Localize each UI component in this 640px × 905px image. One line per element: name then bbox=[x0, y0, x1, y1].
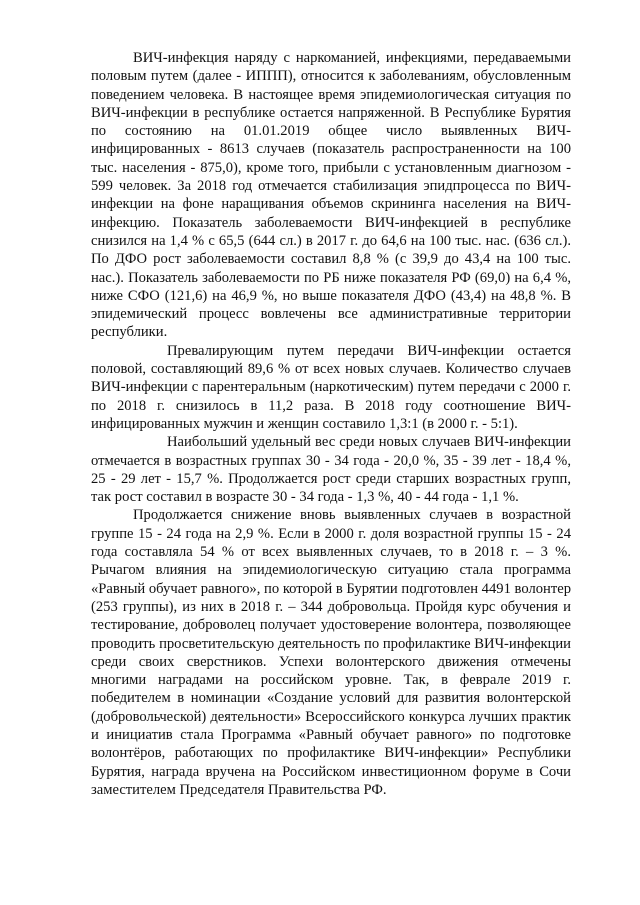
document-page bbox=[91, 49, 571, 799]
paragraph-transmission-route: Превалирующим путем передачи ВИЧ-инфекции остается половой, составляющий 89,6 % от всех новых случаев. Количество случаев ВИЧ-инфекции с парентеральным (наркотическим) путем передачи с 2000 г. по 2018 г. снизилось в 11,2 раза. В 2018 году соотношение ВИЧ-инфицированных мужчин и женщин составило 1,3:1 (в 2000 г. - 5:1). bbox=[91, 342, 571, 432]
paragraph-age-groups: Наибольший удельный вес среди новых случаев ВИЧ-инфекции отмечается в возрастных группах 30 - 34 года - 20,0 %, 35 - 39 лет - 18,4 %, 25 - 29 лет - 15,7 %. Продолжается рост среди старших возрастных групп, так рост составил в возрасте 30 - 34 года - 1,3 %, 40 - 44 года - 1,1 %. bbox=[91, 434, 571, 506]
paragraph-volunteer-program: Продолжается снижение вновь выявленных случаев в возрастной группе 15 - 24 года на 2,9 %. Если в 2000 г. доля возрастной группы 15 - 24 года составляла 54 % от всех выявленных случаев, то в 2018 г. – 3 %. Рычагом влияния на эпидемиологическую ситуацию стала программа «Равный обучает равного», по которой в Бурятии подготовлен 4491 волонтер (253 группы), из них в 2018 г. – 344 добровольца. Пройдя курс обучения и тестирование, доброволец получает удостоверение волонтера, позволяющее проводить просветительскую деятельность по профилактике ВИЧ-инфекции среди своих сверстников. Успехи волонтерского движения отмечены многими наградами на российском уровне. Так, в феврале 2019 г. победителем в номинации «Создание условий для развития волонтерской (добровольческой) деятельности» Всероссийского конкурса лучших практик и инициатив стала Программа «Равный обучает равного» по подготовке волонтёров, работающих по профилактике ВИЧ-инфекции» Республики Бурятия, награда вручена на Российском инвестиционном форуме в Сочи заместителем Председателя Правительства РФ. bbox=[91, 507, 571, 798]
paragraph-hiv-situation: ВИЧ-инфекция наряду с наркоманией, инфекциями, передаваемыми половым путем (далее - ИППП), относится к заболеваниям, обусловленным поведением человека. В настоящее время эпидемиологическая ситуация по ВИЧ-инфекции в республике остается напряженной. В Республике Бурятия по состоянию на 01.01.2019 общее число выявленных ВИЧ-инфицированных - 8613 случаев (показатель распространенности на 100 тыс. населения - 875,0), кроме того, прибыли с установленным диагнозом - 599 человек. За 2018 год отмечается стабилизация эпидпроцесса по ВИЧ-инфекции на фоне наращивания объемов скрининга населения на ВИЧ-инфекцию. Показатель заболеваемости ВИЧ-инфекцией в республике снизился на 1,4 % с 65,5 (644 сл.) в 2017 г. до 64,6 на 100 тыс. нас. (636 сл.). По ДФО рост заболеваемости составил 8,8 % (с 39,9 до 43,4 на 100 тыс. нас.). Показатель заболеваемости по РБ ниже показателя РФ (69,0) на 6,4 %, ниже СФО (121,6) на 46,9 %, но выше показателя ДФО (43,4) на 48,8 %. В эпидемический процесс вовлечены все административные территории республики. bbox=[91, 50, 571, 341]
